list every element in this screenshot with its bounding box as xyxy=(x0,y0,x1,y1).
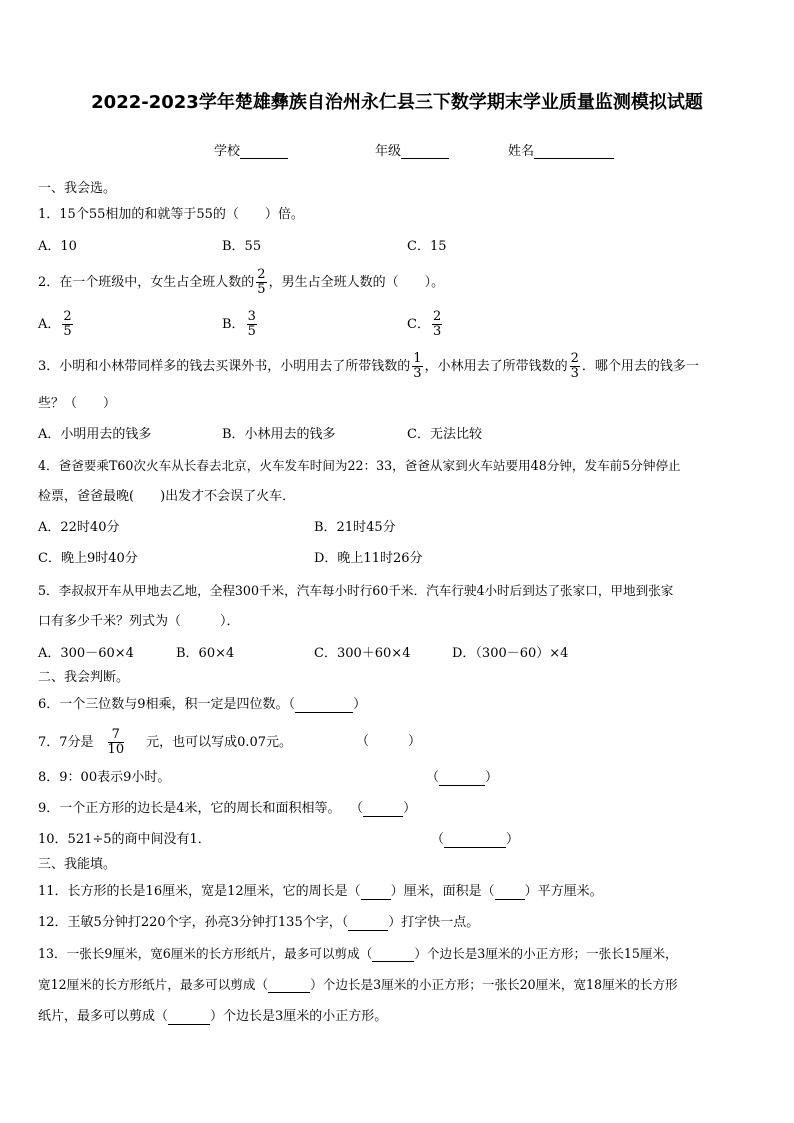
q9-answer-blank[interactable] xyxy=(363,804,403,817)
question-13-line3: 纸片，最多可以剪成（ ）个边长是3厘米的小正方形。 xyxy=(38,1009,388,1024)
q1-option-a[interactable]: A．10 xyxy=(38,239,77,254)
question-1: 1．15个55相加的和就等于55的（ ）倍。 xyxy=(38,207,304,222)
name-field[interactable] xyxy=(508,140,614,159)
q3-option-b[interactable]: B．小林用去的钱多 xyxy=(222,427,336,442)
section-heading-choice: 一、我会选。 xyxy=(38,181,117,196)
q13-blank-3[interactable] xyxy=(168,1012,210,1025)
q2-fraction: $\frac{2}{5}$ xyxy=(257,267,266,297)
q4-option-b[interactable]: B．21时45分 xyxy=(314,520,396,535)
q7-answer-paren[interactable]: （ ） xyxy=(356,734,422,749)
q4-option-d[interactable]: D．晚上11时26分 xyxy=(314,551,423,566)
section-heading-judge: 二、我会判断。 xyxy=(38,670,130,685)
q8-answer[interactable]: （ ） xyxy=(426,770,499,785)
q10-answer[interactable]: （ ） xyxy=(431,832,520,847)
q1-option-b[interactable]: B．55 xyxy=(222,239,262,254)
question-12: 12．王敏5分钟打220个字，孙亮3分钟打135个字，（ ）打字快一点。 xyxy=(38,915,480,930)
q8-answer-blank[interactable] xyxy=(439,773,485,786)
question-13: 13．一张长9厘米，宽6厘米的长方形纸片，最多可以剪成（ ）个边长是3厘米的小正方形；一张长15厘米， xyxy=(38,946,678,961)
q13-blank-1[interactable] xyxy=(372,949,414,962)
question-5-line2: 口有多少千米？列式为（ ）． xyxy=(38,614,240,629)
name-label: 姓名 xyxy=(508,144,535,159)
q5-option-a[interactable]: A．300－60×4 xyxy=(38,646,134,661)
q4-option-c[interactable]: C．晚上9时40分 xyxy=(38,551,138,566)
question-6: 6．一个三位数与9相乘，积一定是四位数。（ ） xyxy=(38,697,367,712)
question-7: 7．7分是 $\frac{7}{10}$ 元，也可以写成0.07元。 xyxy=(38,727,293,757)
q5-option-d[interactable]: D．（300－60）×4 xyxy=(452,646,569,661)
question-11: 11．长方形的长是16厘米，宽是12厘米，它的周长是（ ）厘米，面积是（ ）平方厘米。 xyxy=(38,884,603,899)
grade-label: 年级 xyxy=(375,144,402,159)
q2-option-b[interactable]: B． $\frac{3}{5}$ xyxy=(222,309,256,339)
q12-answer-blank[interactable] xyxy=(348,918,388,931)
question-8: 8．9：00表示9小时。 xyxy=(38,770,171,785)
grade-blank[interactable] xyxy=(401,145,449,159)
grade-field[interactable] xyxy=(375,140,449,159)
q2-option-c[interactable]: C． $\frac{2}{3}$ xyxy=(407,309,442,339)
q13-blank-2[interactable] xyxy=(268,980,310,993)
q4-option-a[interactable]: A．22时40分 xyxy=(38,520,120,535)
q2-text-post: ，男生占全班人数的（ ）。 xyxy=(268,275,445,290)
question-2 xyxy=(38,268,444,297)
question-5: 5．李叔叔开车从甲地去乙地，全程300千米，汽车每小时行60千米．汽车行驶4小时后到达了张家口，甲地到张家 xyxy=(38,583,674,598)
school-field[interactable] xyxy=(214,140,288,159)
question-3-line2: 些？（ ） xyxy=(38,396,117,411)
question-10: 10．521÷5的商中间没有1． xyxy=(38,832,211,847)
q1-option-c[interactable]: C．15 xyxy=(407,239,447,254)
q10-answer-blank[interactable] xyxy=(444,835,506,848)
question-4-line2: 检票，爸爸最晚( )出发才不会误了火车． xyxy=(38,489,296,504)
q5-option-c[interactable]: C．300＋60×4 xyxy=(314,646,411,661)
question-3: 3．小明和小林带同样多的钱去买课外书，小明用去了所带钱数的 $\frac{1}{3}$ ，小林用去了所带钱数的 $\frac{2}{3}$ ．哪个用去的钱多一 xyxy=(38,351,699,381)
q11-perimeter-blank[interactable] xyxy=(361,887,391,900)
section-heading-fill: 三、我能填。 xyxy=(38,857,117,872)
question-4: 4．爸爸要乘T60次火车从长春去北京，火车发车时间为22：33，爸爸从家到火车站要用48分钟，发车前5分钟停止 xyxy=(38,458,681,473)
page-title: 2022-2023学年楚雄彝族自治州永仁县三下数学期末学业质量监测模拟试题 xyxy=(91,92,703,113)
q3-option-c[interactable]: C．无法比较 xyxy=(407,427,482,442)
question-13-line2: 宽12厘米的长方形纸片，最多可以剪成（ ）个边长是3厘米的小正方形；一张长20厘米，宽18厘米的长方形 xyxy=(38,977,678,992)
q5-option-b[interactable]: B．60×4 xyxy=(176,646,235,661)
school-label: 学校 xyxy=(214,144,241,159)
name-blank[interactable] xyxy=(534,145,614,159)
q6-answer-blank[interactable] xyxy=(295,700,353,713)
q2-text-pre: 2．在一个班级中，女生占全班人数的 xyxy=(38,275,255,290)
q11-area-blank[interactable] xyxy=(495,887,525,900)
question-9: 9．一个正方形的边长是4米，它的周长和面积相等。 （ ） xyxy=(38,801,417,816)
q2-option-a[interactable]: A． $\frac{2}{5}$ xyxy=(38,309,72,339)
school-blank[interactable] xyxy=(240,145,288,159)
q3-option-a[interactable]: A．小明用去的钱多 xyxy=(38,427,152,442)
